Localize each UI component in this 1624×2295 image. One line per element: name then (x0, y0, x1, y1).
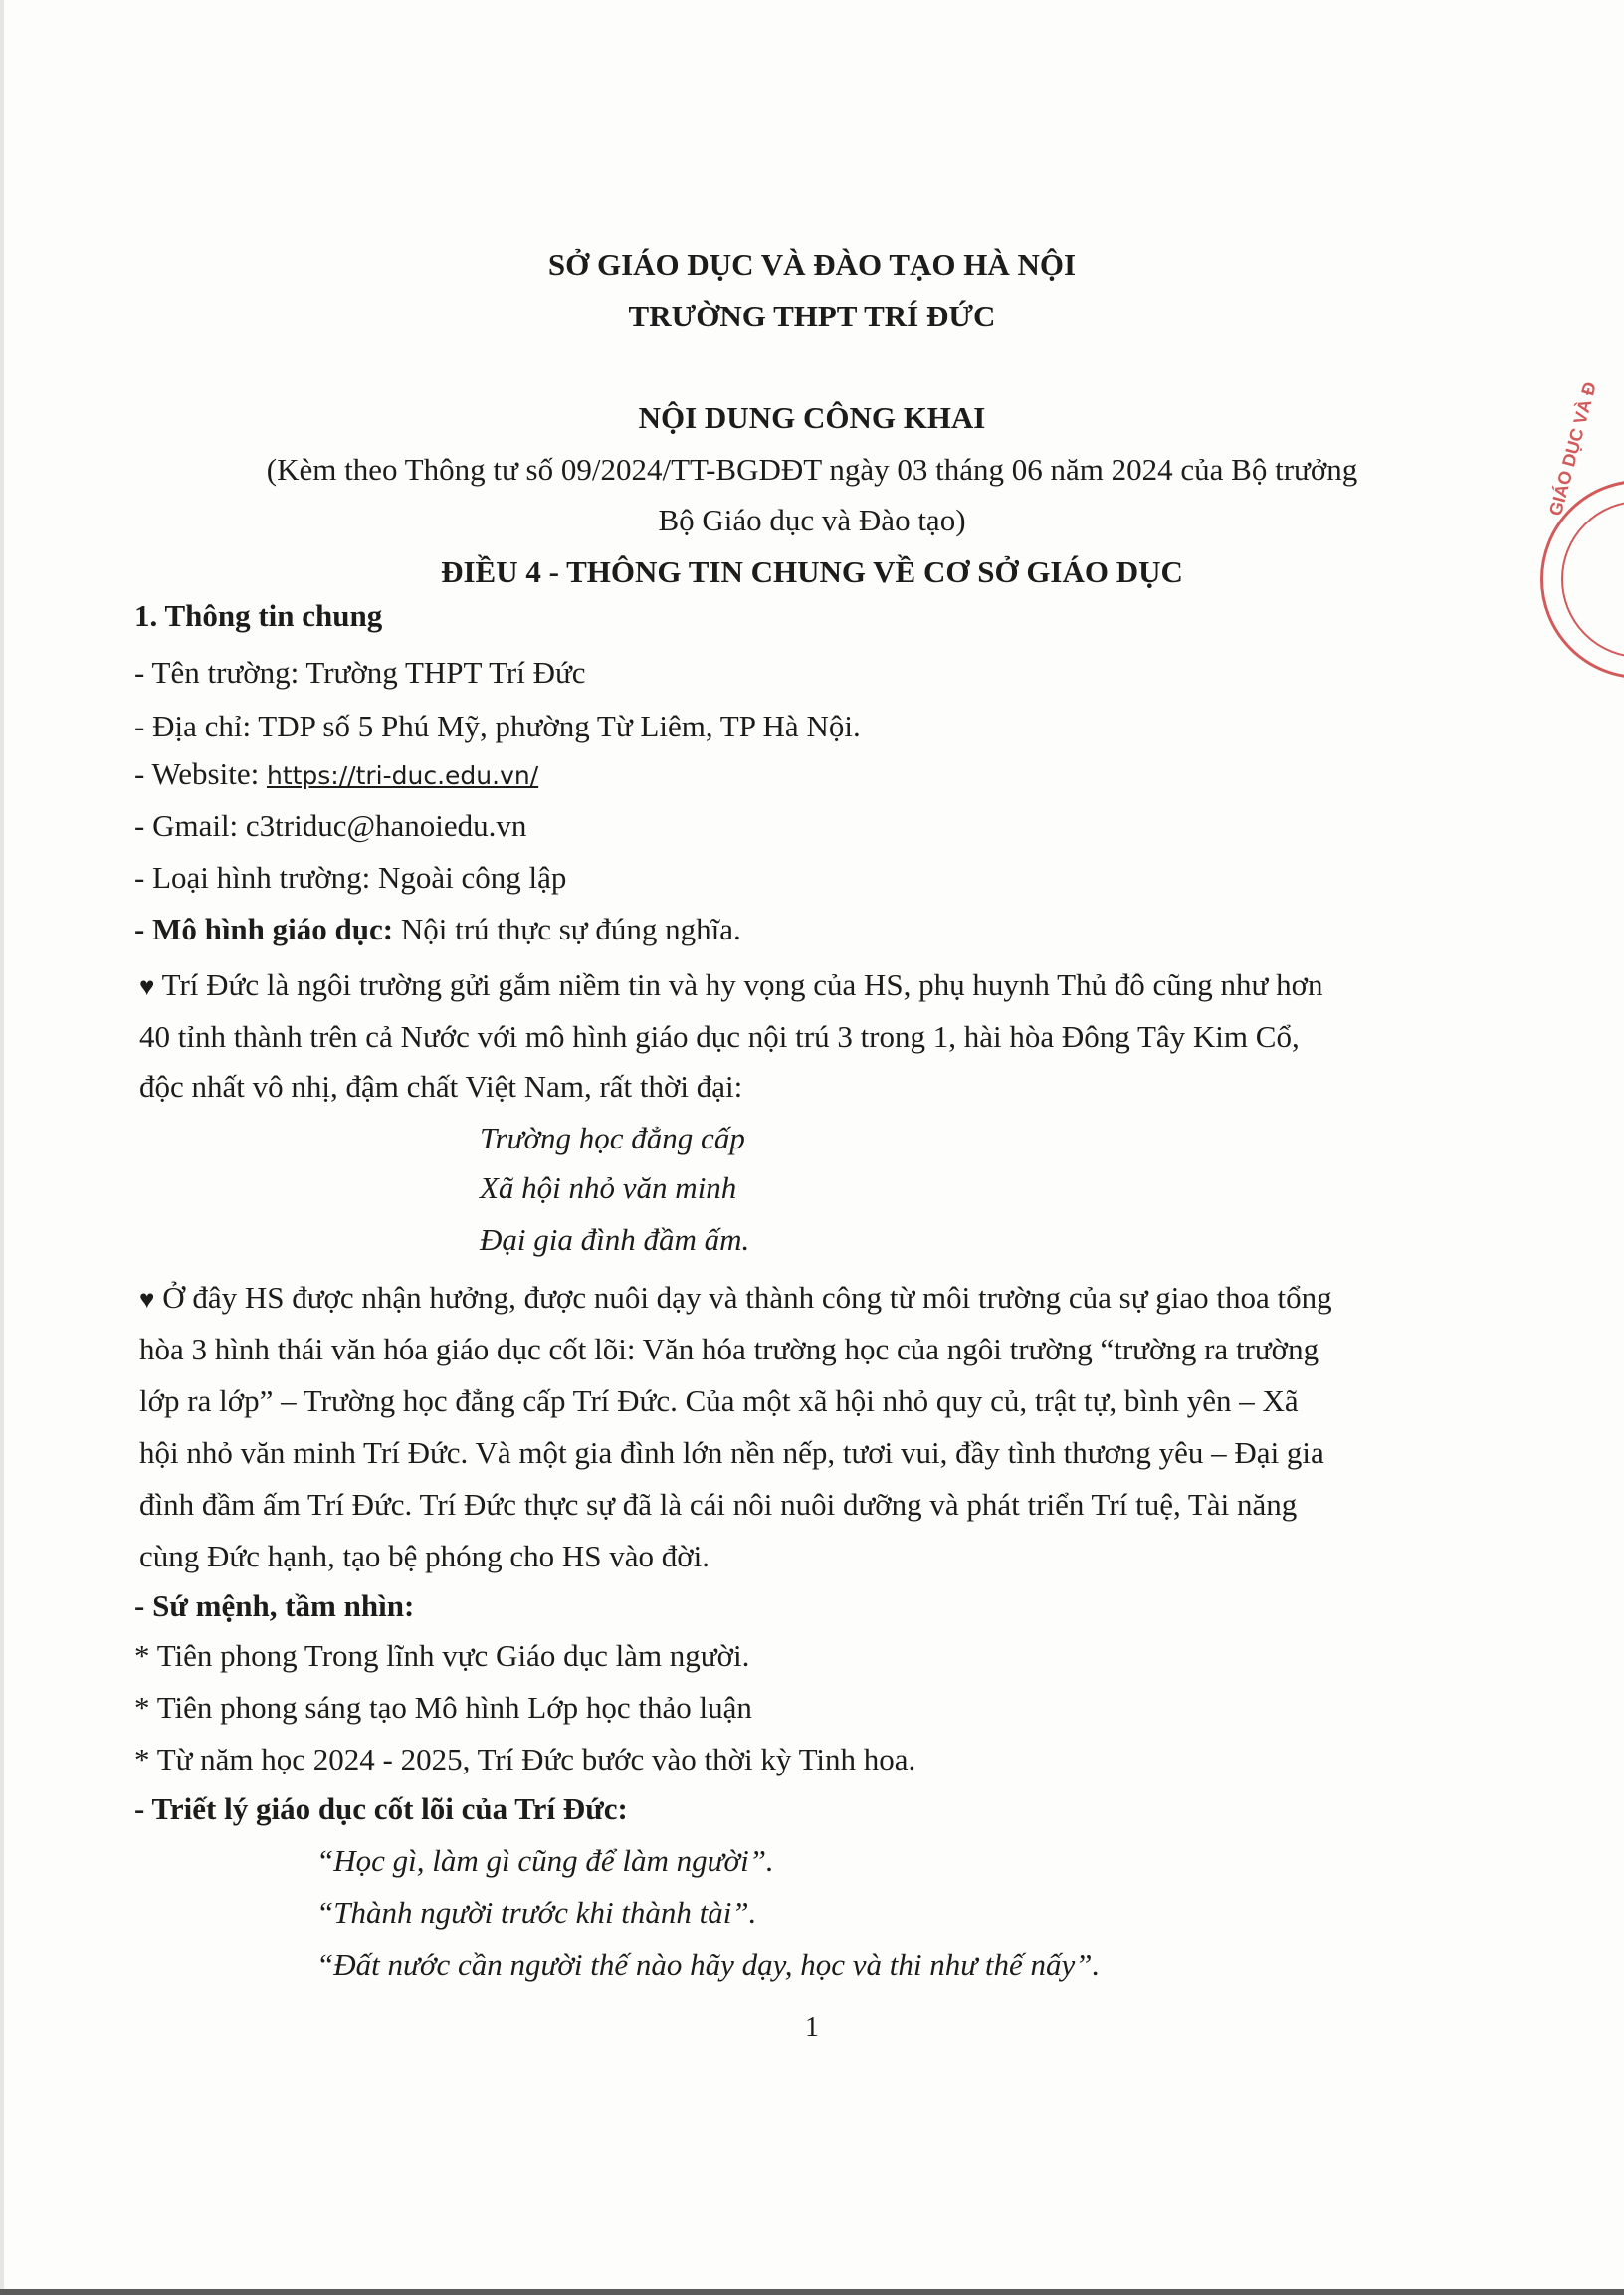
intro-text-1: Trí Đức là ngôi trường gửi gắm niềm tin và hy vọng của HS, phụ huynh Thủ đô cũng như hơn (154, 967, 1323, 1002)
para2-line-3: lớp ra lớp” – Trường học đẳng cấp Trí Đức. Của một xã hội nhỏ quy củ, trật tự, bình yên – Xã (139, 1383, 1299, 1418)
seal-inner-ring (1561, 501, 1624, 658)
education-model-label: - Mô hình giáo dục: (134, 912, 394, 946)
official-seal-stamp (1540, 379, 1624, 679)
para2-line-6: cùng Đức hạnh, tạo bệ phóng cho HS vào đời. (139, 1539, 710, 1573)
address-line: - Địa chỉ: TDP số 5 Phú Mỹ, phường Từ Liêm, TP Hà Nội. (134, 709, 861, 743)
education-model-line (134, 910, 741, 949)
seal-text: GIÁO DỤC VÀ Đ (1545, 379, 1601, 519)
section-heading-general-info: 1. Thông tin chung (134, 598, 383, 633)
motto-3: Đại gia đình đầm ấm. (480, 1222, 750, 1257)
subtitle-line-2: Bộ Giáo dục và Đào tạo) (658, 503, 966, 537)
para2-line-1 (139, 1278, 1332, 1320)
philosophy-heading: - Triết lý giáo dục cốt lõi của Trí Đức: (134, 1791, 628, 1826)
website-line (134, 754, 538, 796)
para2-text-1: Ở đây HS được nhận hưởng, được nuôi dạy và thành công từ môi trường của sự giao thoa tổng (154, 1280, 1332, 1315)
intro-line-1 (139, 965, 1322, 1007)
website-link[interactable]: https://tri-duc.edu.vn/ (266, 761, 539, 790)
header-school: TRƯỜNG THPT TRÍ ĐỨC (628, 299, 996, 333)
mission-heading: - Sứ mệnh, tầm nhìn: (134, 1588, 415, 1623)
page-number: 1 (805, 2012, 819, 2043)
para2-line-5: đình đầm ấm Trí Đức. Trí Đức thực sự đã là cái nôi nuôi dưỡng và phát triển Trí tuệ, Tài năng (139, 1487, 1298, 1522)
gmail-line: - Gmail: c3triduc@hanoiedu.vn (134, 808, 527, 843)
website-label: - Website: (134, 756, 267, 791)
para2-line-2: hòa 3 hình thái văn hóa giáo dục cốt lõi: Văn hóa trường học của ngôi trường “trường ra trường (139, 1332, 1320, 1366)
school-name-line: - Tên trường: Trường THPT Trí Đức (134, 655, 586, 690)
heart-bullet-icon: ♥ (139, 1285, 155, 1314)
heart-bullet-icon: ♥ (139, 972, 155, 1001)
education-model-value: Nội trú thực sự đúng nghĩa. (393, 912, 741, 946)
motto-2: Xã hội nhỏ văn minh (480, 1170, 737, 1205)
philosophy-quote-1: “Học gì, làm gì cũng để làm người”. (316, 1843, 774, 1878)
header-org: SỞ GIÁO DỤC VÀ ĐÀO TẠO HÀ NỘI (547, 247, 1077, 282)
scan-edge-bottom (0, 2289, 1624, 2295)
document-title: NỘI DUNG CÔNG KHAI (638, 400, 986, 435)
intro-line-2: 40 tỉnh thành trên cả Nước với mô hình giáo dục nội trú 3 trong 1, hài hòa Đông Tây Kim Cổ, (139, 1019, 1300, 1054)
philosophy-quote-3: “Đất nước cần người thế nào hãy dạy, học và thi như thế nấy”. (316, 1947, 1101, 1982)
article-heading: ĐIỀU 4 - THÔNG TIN CHUNG VỀ CƠ SỞ GIÁO DỤC (441, 554, 1183, 589)
para2-line-4: hội nhỏ văn minh Trí Đức. Và một gia đình lớn nền nếp, tươi vui, đầy tình thương yêu – Đại gia (139, 1435, 1324, 1470)
mission-item-2: * Tiên phong sáng tạo Mô hình Lớp học thảo luận (134, 1690, 752, 1725)
motto-1: Trường học đẳng cấp (480, 1121, 745, 1155)
subtitle-line-1: (Kèm theo Thông tư số 09/2024/TT-BGDĐT ngày 03 tháng 06 năm 2024 của Bộ trưởng (266, 452, 1358, 487)
philosophy-quote-2: “Thành người trước khi thành tài”. (316, 1895, 757, 1930)
school-type-line: - Loại hình trường: Ngoài công lập (134, 860, 567, 895)
intro-line-3: độc nhất vô nhị, đậm chất Việt Nam, rất thời đại: (139, 1069, 743, 1104)
mission-item-1: * Tiên phong Trong lĩnh vực Giáo dục làm người. (134, 1638, 750, 1673)
mission-item-3: * Từ năm học 2024 - 2025, Trí Đức bước vào thời kỳ Tinh hoa. (134, 1742, 916, 1776)
scan-edge-left (0, 0, 4, 2295)
